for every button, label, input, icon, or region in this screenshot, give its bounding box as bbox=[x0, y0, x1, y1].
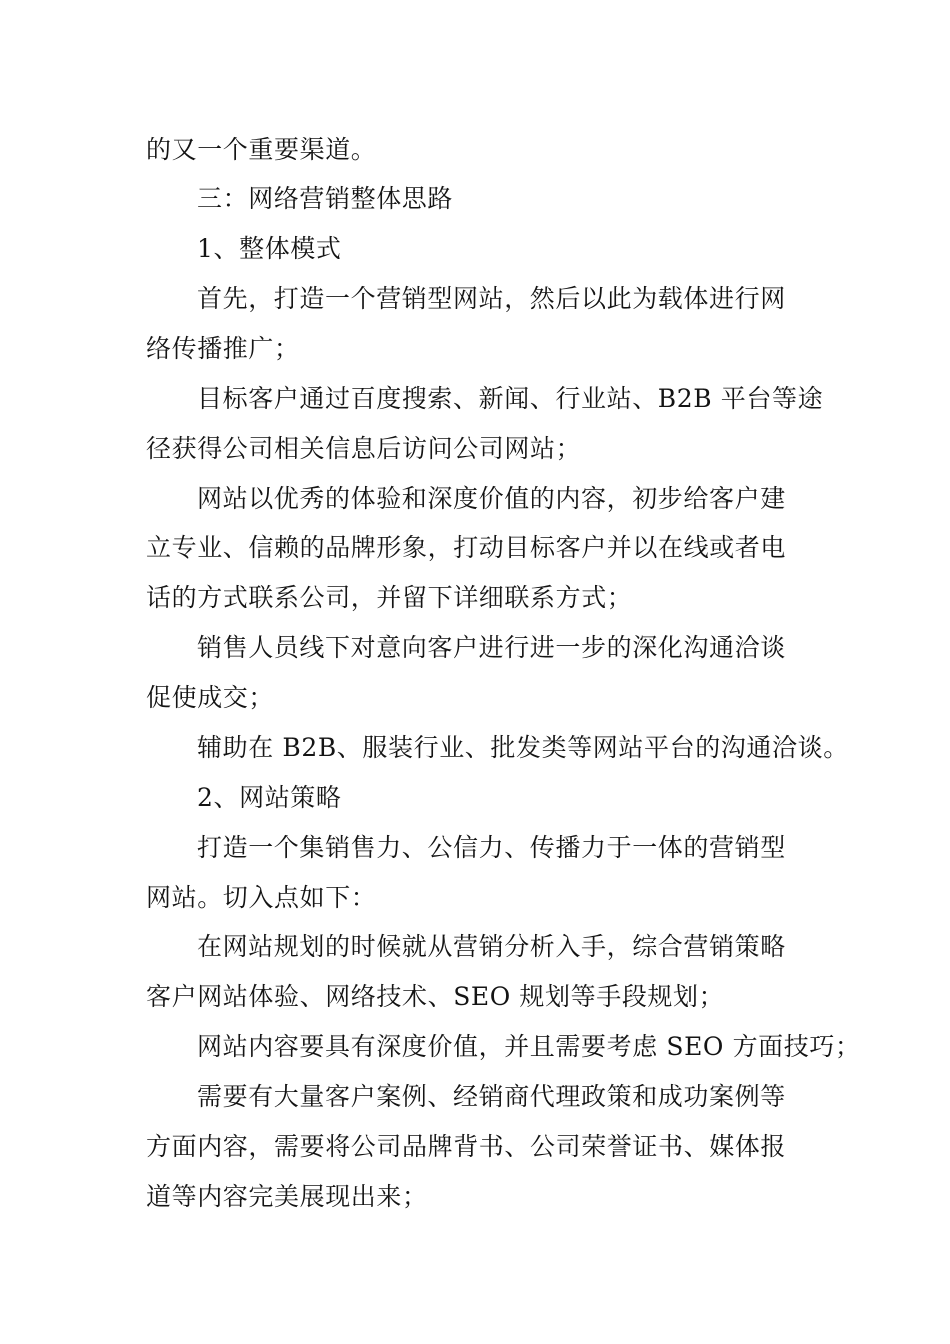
text-line: 促使成交； bbox=[146, 683, 275, 712]
text-line: 需要有大量客户案例、经销商代理政策和成功案例等 bbox=[197, 1082, 786, 1111]
text-line: 络传播推广； bbox=[146, 334, 300, 363]
subsection-heading: 2、网站策略 bbox=[197, 783, 342, 812]
text-line: 销售人员线下对意向客户进行进一步的深化沟通洽谈 bbox=[197, 633, 786, 662]
text-line: 话的方式联系公司，并留下详细联系方式； bbox=[146, 583, 633, 612]
text-line: 道等内容完美展现出来； bbox=[146, 1182, 428, 1211]
text-line: 在网站规划的时候就从营销分析入手，综合营销策略 bbox=[197, 932, 786, 961]
text-line: 目标客户通过百度搜索、新闻、行业站、B2B 平台等途 bbox=[197, 384, 824, 413]
text-line: 辅助在 B2B、服装行业、批发类等网站平台的沟通洽谈。 bbox=[197, 733, 849, 762]
text-line: 网站。切入点如下： bbox=[146, 883, 377, 912]
text-line: 客户网站体验、网络技术、SEO 规划等手段规划； bbox=[146, 982, 725, 1011]
text-line: 打造一个集销售力、公信力、传播力于一体的营销型 bbox=[197, 833, 786, 862]
text-line: 立专业、信赖的品牌形象，打动目标客户并以在线或者电 bbox=[146, 533, 787, 562]
subsection-heading: 1、整体模式 bbox=[197, 234, 342, 263]
text-line: 的又一个重要渠道。 bbox=[146, 135, 377, 164]
text-line: 首先，打造一个营销型网站，然后以此为载体进行网 bbox=[197, 284, 786, 313]
section-heading: 三：网络营销整体思路 bbox=[197, 184, 454, 213]
text-line: 方面内容，需要将公司品牌背书、公司荣誉证书、媒体报 bbox=[146, 1132, 787, 1161]
text-line: 径获得公司相关信息后访问公司网站； bbox=[146, 434, 582, 463]
text-line: 网站内容要具有深度价值，并且需要考虑 SEO 方面技巧； bbox=[197, 1032, 861, 1061]
text-line: 网站以优秀的体验和深度价值的内容，初步给客户建 bbox=[197, 484, 786, 513]
